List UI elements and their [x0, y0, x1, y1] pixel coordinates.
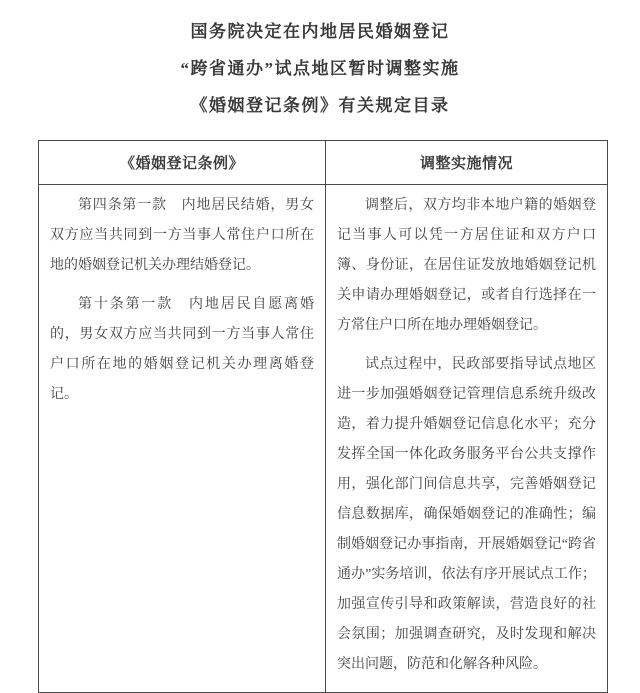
adjustment-paragraph-2: 试点过程中，民政部要指导试点地区进一步加强婚姻登记管理信息系统升级改造，着力提升婚姻登记信息化水平；充分发挥全国一体化政务服务平台公共支撑作用，强化部门间信息共享，完善婚姻登记信息数据库，确保婚姻登记的准确性；编制婚姻登记办事指南，开展婚姻登记“跨省通办”实务培训，依法有序开展试点工作；加强宣传引导和政策解读，营造良好的社会氛围；加强调查研究，及时发现和解决突出问题，防范和化解各种风险。 [337, 357, 596, 672]
regulation-paragraph-2: 第十条第一款 内地居民自愿离婚的，男女双方应当共同到一方当事人常住户口所在地的婚姻登记机关办理离婚登记。 [50, 297, 314, 402]
document-title [0, 0, 640, 124]
table-body-row [39, 185, 608, 693]
regulation-cell [39, 185, 326, 693]
adjustment-paragraph-1: 调整后，双方均非本地户籍的婚姻登记当事人可以凭一方居住证和双方户口簿、身份证，在居住证发放地婚姻登记机关申请办理婚姻登记，或者自行选择在一方常住户口所在地办理婚姻登记。 [337, 198, 596, 333]
table-header-adjustment: 调整实施情况 [326, 141, 608, 185]
regulation-table-container [38, 140, 607, 693]
table-header-row [39, 141, 608, 185]
adjustment-cell [326, 185, 608, 693]
regulation-table [38, 140, 608, 693]
title-line-3: 《婚姻登记条例》有关规定目录 [190, 96, 450, 115]
regulation-paragraph-1: 第四条第一款 内地居民结婚，男女双方应当共同到一方当事人常住户口所在地的婚姻登记机关办理结婚登记。 [50, 198, 314, 273]
title-line-2: “跨省通办”试点地区暂时调整实施 [180, 59, 460, 78]
title-line-1: 国务院决定在内地居民婚姻登记 [190, 22, 450, 41]
table-header-regulation: 《婚姻登记条例》 [39, 141, 326, 185]
